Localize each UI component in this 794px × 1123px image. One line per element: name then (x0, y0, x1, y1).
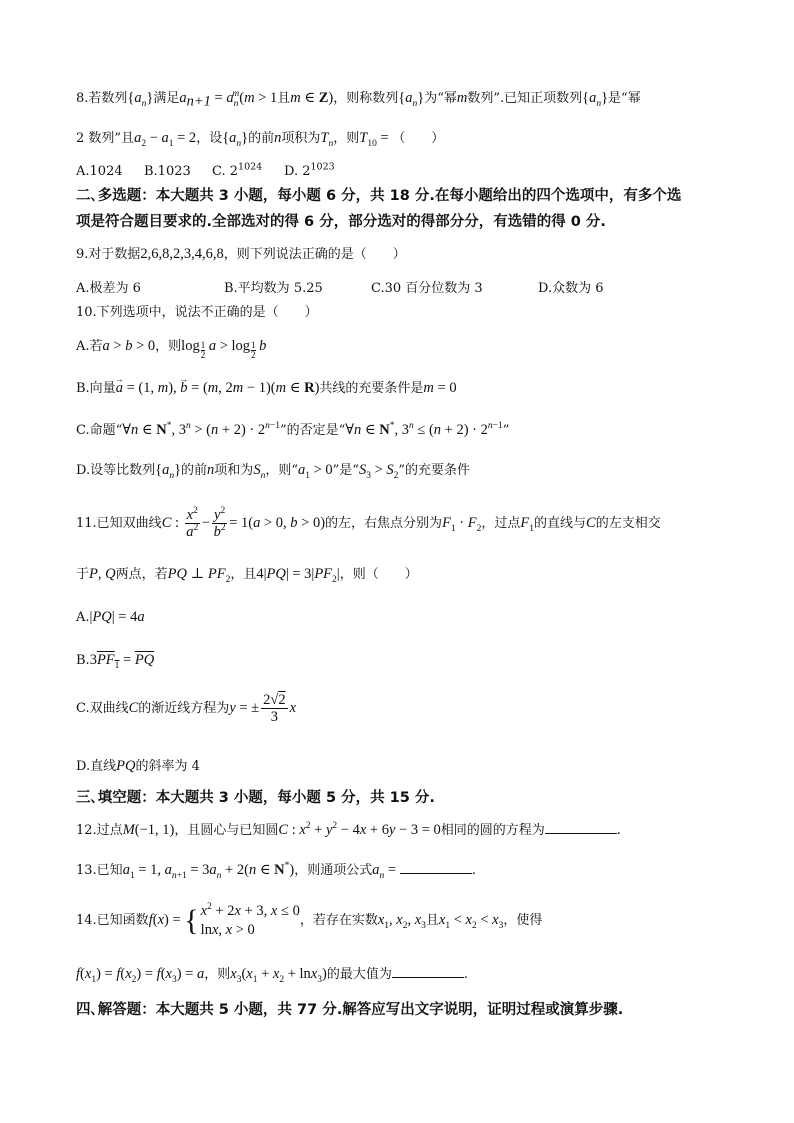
q10-stem: 10.下列选项中，说法不正确的是（ ） (76, 305, 318, 320)
q9-option-c[interactable]: C.30 百分位数为 3 (371, 281, 483, 296)
q9-options (76, 279, 726, 299)
q11-option-a[interactable]: A.|PQ| = 4a (76, 609, 145, 625)
q9-option-b[interactable]: B.平均数为 5.25 (224, 281, 323, 296)
q13: 13.已知$a_1 = 1$, $a_{n+1} = 3a_n + 2(n$ ∈ N*)，则通项公式$a_n$ = . (76, 861, 476, 881)
q14-line2: $f(x_1) = f(x_2) = f(x_3) = a$，则$x_3(x_1 + x_2 + \ln x_3)$的最大值为 . (76, 966, 468, 985)
section-3-heading: 三､填空题：本大题共 3 小题，每小题 5 分，共 15 分. (76, 790, 435, 806)
q13-answer-blank[interactable] (400, 861, 472, 874)
q11-option-c[interactable]: C.双曲线C的渐近线方程为y = ± $\frac{2√2}{3}$ x (76, 692, 297, 726)
q10-option-a[interactable]: A.若a > b > 0，则log $\frac{1}{2}$ a > log $\frac{1}{2}$ b (76, 338, 267, 360)
q10-option-b[interactable]: B.向量→ a = (1, m), → b = (m, 2m − 1)(m ∈ R)共线的充要条件是m = 0 (76, 378, 726, 399)
section-4-heading: 四､解答题：本大题共 5 小题，共 77 分.解答应写出文字说明，证明过程或演算步骤. (76, 1002, 624, 1018)
q9-option-a[interactable]: A.极差为 6 (76, 281, 141, 296)
q9-option-d[interactable]: D.众数为 6 (538, 281, 604, 296)
q11-line2: 于P, Q两点，若PQ ⊥ $PF_2$，且$4|PQ| = 3|PF_2|$，则（ ） (76, 566, 418, 585)
q14-line1: 14.已知函数f(x) = { $x^2 + 2x + 3$, x ≤ 0 lnx, x > 0 ，若存在实数$x_1$, $x_2$, $x_3$且$x_1 < x_2 < x_3$，使得 (76, 901, 543, 938)
q8-text: 8.若数列 (76, 91, 128, 106)
section-2-heading-cont: 项是符合题目要求的.全部选对的得 6 分，部分选对的得部分分，有选错的得 0 分. (76, 214, 606, 230)
q10-option-c[interactable]: C.命题“∀n ∈ N*, $3^n > (n + 2) \cdot 2^{n-1}$”的否定是“∀n ∈ N*, $3^n \le (n + 2) \cdot 2^{n-1}$” (76, 421, 510, 438)
q11-option-b[interactable]: $B.3\overline{PF}_1 = \overline{PQ}$ (76, 652, 155, 671)
q10-option-d[interactable]: D.设等比数列$\{a_n\}$的前n项和为$S_n$，则“$a_1 > 0$”是“$S_3 > S_2$”的充要条件 (76, 462, 471, 481)
q14-answer-blank[interactable] (392, 965, 464, 978)
q8-option-a[interactable]: A.1024 (76, 164, 123, 179)
q9-stem: 9.对于数据2,6,8,2,3,4,6,8，则下列说法正确的是（ ） (76, 246, 406, 262)
q11-line1: 11.已知双曲线C : $\frac{x^2}{a^2}$ − $\frac{y^2}{b^2}$ = 1(a > 0, b > 0)的左，右焦点分别为$F_1 \cdot F_2$，过点$F_1$的直线与C的左支相交 (76, 506, 661, 541)
q8-option-d[interactable]: D. $2^{1023}$ (284, 161, 335, 179)
q12: 12.过点M(−1, 1)，且圆心与已知圆C : $x^2 + y^2 - 4x + 6y - 3 = 0$相同的圆的方程为 . (76, 821, 621, 838)
q8-option-c[interactable]: C. $2^{1024}$ (212, 161, 263, 179)
q8-option-b[interactable]: B.1023 (144, 164, 191, 179)
q11-option-d[interactable]: D.直线PQ的斜率为 4 (76, 758, 200, 774)
q8-line1: 8.若数列$\{a_n\}$满足$a_{n+1} = a_n^m(m > 1$且m ∈ Z)，则称数列$\{a_n\}$为“幂m数列”.已知正项数列$\{a_n\}$是“幂 (76, 89, 641, 110)
q8-line2: 2 数列”且$a_2 - a_1 = 2$，设$\{a_n\}$的前n项积为$T_n$，则$T_{10}$ = （ ） (76, 130, 445, 149)
q12-answer-blank[interactable] (545, 821, 617, 834)
q8-options (76, 162, 726, 182)
section-2-heading: 二､多选题：本大题共 3 小题，每小题 6 分，共 18 分.在每小题给出的四个选项中，有多个选 (76, 188, 682, 204)
